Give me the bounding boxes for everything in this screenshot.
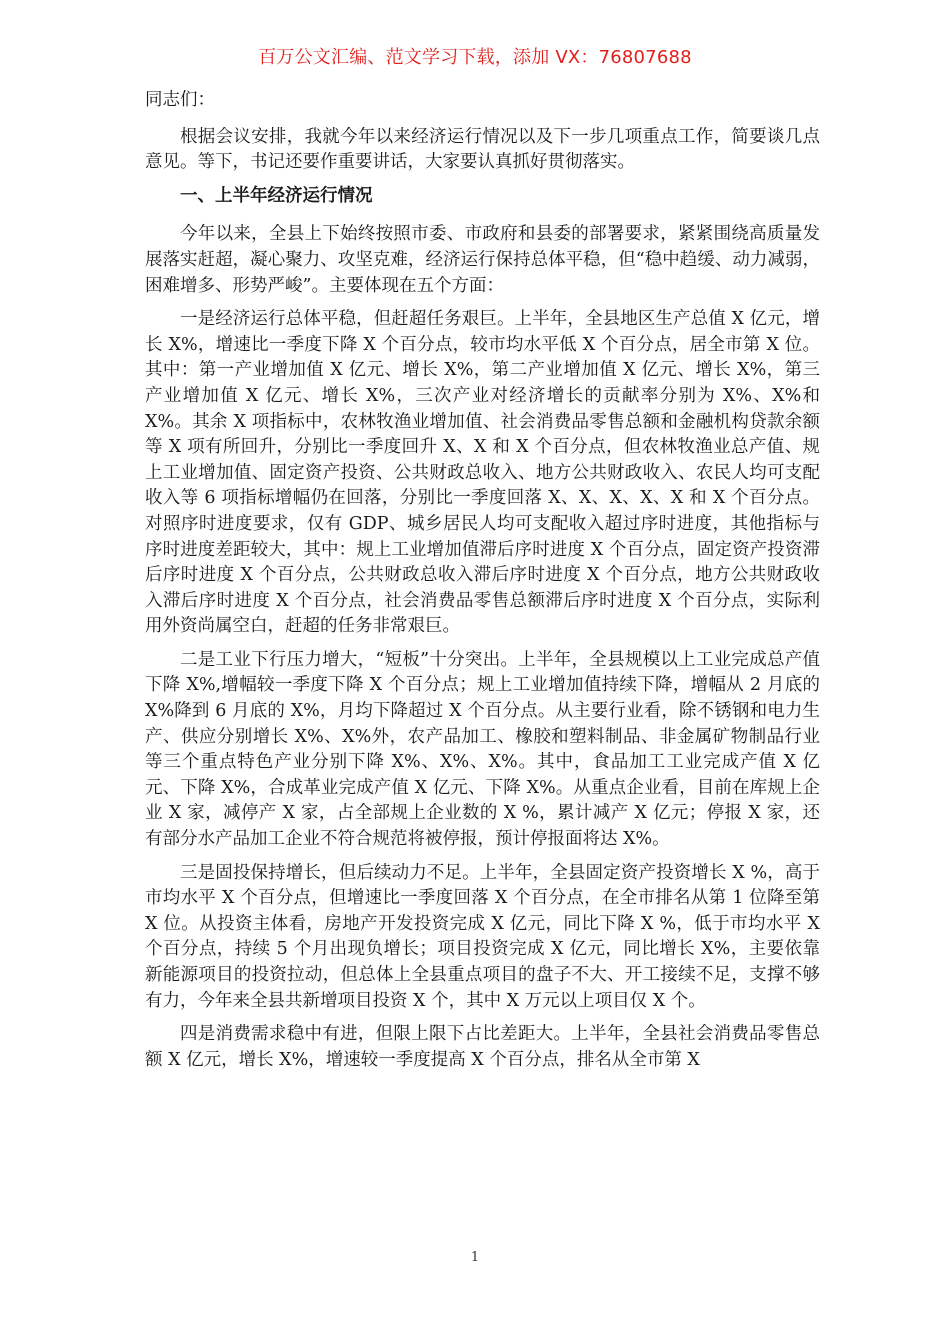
document-body (145, 88, 820, 1081)
salutation: 同志们： (145, 90, 215, 110)
point-one-paragraph: 一是经济运行总体平稳，但赶超任务艰巨。上半年，全县地区生产总值 X 亿元，增长 X%，增速比一季度下降 X 个百分点，较市均水平低 X 个百分点，居全市第 X 位。其中：第一产业增加值 X 亿元、增长 X%，第二产业增加值 X 亿元、增长 X%，第三产业增加值 X 亿元、增长 X%，三次产业对经济增长的贡献率分别为 X%、X%和 X%。其余 X 项指标中，农林牧渔业增加值、社会消费品零售总额和金融机构贷款余额等 X 项有所回升，分别比一季度回升 X、X 和 X 个百分点，但农林牧渔业总产值、规上工业增加值、固定资产投资、公共财政总收入、地方公共财政收入、农民人均可支配收入等 6 项指标增幅仍在回落，分别比一季度回落 X、X、X、X、X 和 X 个百分点。对照序时进度要求，仅有 GDP、城乡居民人均可支配收入超过序时进度，其他指标与序时进度差距较大，其中：规上工业增加值滞后序时进度 X 个百分点，固定资产投资滞后序时进度 X 个百分点，公共财政总收入滞后序时进度 X 个百分点，地方公共财政收入滞后序时进度 X 个百分点，社会消费品零售总额滞后序时进度 X 个百分点，实际利用外资尚属空白，赶超的任务非常艰巨。 (145, 309, 820, 637)
point-two-paragraph: 二是工业下行压力增大，“短板”十分突出。上半年，全县规模以上工业完成总产值下降 X%,增幅较一季度下降 X 个百分点；规上工业增加值持续下降，增幅从 2 月底的 X%降到 6 月底的 X%，月均下降超过 X 个百分点。从主要行业看，除不锈钢和电力生产、供应分别增长 X%、X%外，农产品加工、橡胶和塑料制品、非金属矿物制品行业等三个重点特色产业分别下降 X%、X%、X%。其中，食品加工工业完成产值 X 亿元、下降 X%，合成革业完成产值 X 亿元、下降 X%。从重点企业看，目前在库规上企业 X 家，减停产 X 家，占全部规上企业数的 X %，累计减产 X 亿元；停报 X 家，还有部分水产品加工企业不符合规范将被停报，预计停报面将达 X%。 (145, 649, 820, 850)
page-number: 1 (470, 1250, 480, 1265)
point-four-paragraph: 四是消费需求稳中有进，但限上限下占比差距大。上半年，全县社会消费品零售总额 X 亿元，增长 X%，增速较一季度提高 X 个百分点，排名从全市第 X (145, 1024, 820, 1070)
promo-banner: 百万公文汇编、范文学习下载，添加 VX：76807688 (258, 47, 692, 68)
intro-paragraph: 根据会议安排，我就今年以来经济运行情况以及下一步几项重点工作，简要谈几点意见。等下，书记还要作重要讲话，大家要认真抓好贯彻落实。 (145, 126, 820, 173)
point-three-paragraph: 三是固投保持增长，但后续动力不足。上半年，全县固定资产投资增长 X %，高于市均水平 X 个百分点，但增速比一季度回落 X 个百分点，在全市排名从第 1 位降至第 X 位。从投资主体看，房地产开发投资完成 X 亿元，同比下降 X %，低于市均水平 X 个百分点，持续 5 个月出现负增长；项目投资完成 X 亿元，同比增长 X%，主要依靠新能源项目的投资拉动，但总体上全县重点项目的盘子不大、开工接续不足，支撑不够有力，今年来全县共新增项目投资 X 个，其中 X 万元以上项目仅 X 个。 (145, 862, 820, 1011)
section-heading: 一、上半年经济运行情况 (180, 185, 373, 206)
section-intro-paragraph: 今年以来，全县上下始终按照市委、市政府和县委的部署要求，紧紧围绕高质量发展落实赶超，凝心聚力、攻坚克难，经济运行保持总体平稳，但“稳中趋缓、动力减弱，困难增多、形势严峻”。主要体现在五个方面： (145, 224, 820, 296)
